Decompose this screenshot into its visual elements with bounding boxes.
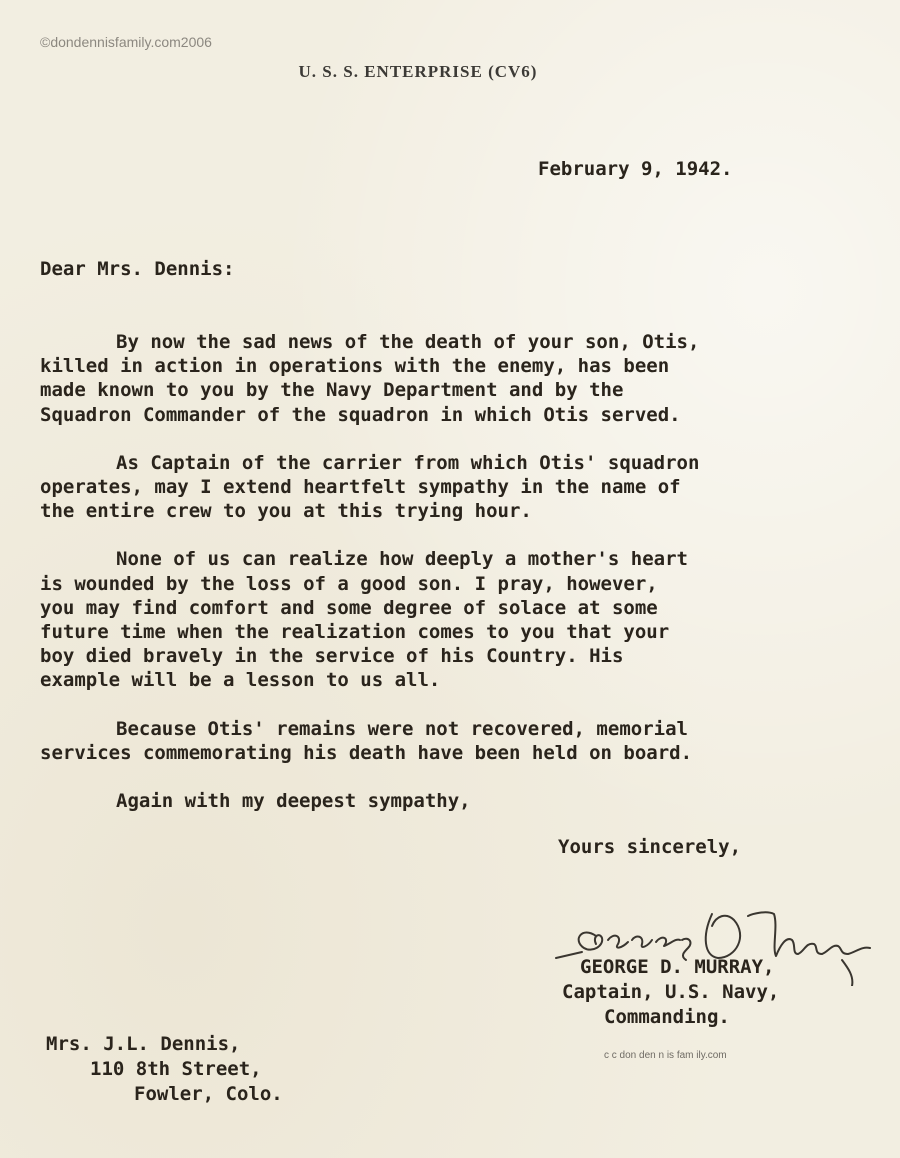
recipient-address (46, 1032, 283, 1107)
address-line-2: 110 8th Street, (90, 1058, 262, 1080)
complimentary-close: Yours sincerely, (558, 836, 742, 858)
signature-block (540, 955, 840, 1030)
paragraph-2-text: As Captain of the carrier from which Otis' squadron operates, may I extend heartfelt sympathy in the name of the entire crew to you at this trying hour. (40, 451, 700, 523)
paragraph-1 (40, 330, 860, 427)
address-line-3: Fowler, Colo. (134, 1083, 283, 1105)
signer-name: GEORGE D. MURRAY, (580, 956, 775, 978)
paragraph-4 (40, 717, 860, 765)
paragraph-3 (40, 547, 860, 692)
letter-body (40, 330, 860, 789)
address-line-1: Mrs. J.L. Dennis, (46, 1033, 241, 1055)
salutation: Dear Mrs. Dennis: (40, 258, 235, 280)
watermark-copyright-top: ©dondennisfamily.com2006 (40, 34, 212, 50)
closing-phrase: Again with my deepest sympathy, (116, 790, 471, 812)
letterhead: U. S. S. ENTERPRISE (CV6) (298, 62, 538, 81)
watermark-bottom: c c don den n is fam ily.com (604, 1050, 727, 1061)
paragraph-4-text: Because Otis' remains were not recovered, memorial services commemorating his death have been held on board. (40, 717, 693, 764)
letter-date: February 9, 1942. (538, 158, 733, 180)
signer-title: Captain, U.S. Navy, (562, 981, 780, 1003)
paragraph-2 (40, 451, 860, 524)
paragraph-1-text: By now the sad news of the death of your son, Otis, killed in action in operations with the enemy, has been made known to you by the Navy Department and by the Squadron Commander of the squadron in which Otis served. (40, 331, 700, 426)
paragraph-3-text: None of us can realize how deeply a mother's heart is wounded by the loss of a good son. I pray, however, you may find comfort and some degree of solace at some future time when the realization comes to you that your boy died bravely in the service of his Country. His example will be a lesson to us all. (40, 548, 688, 692)
signer-role: Commanding. (604, 1006, 730, 1028)
